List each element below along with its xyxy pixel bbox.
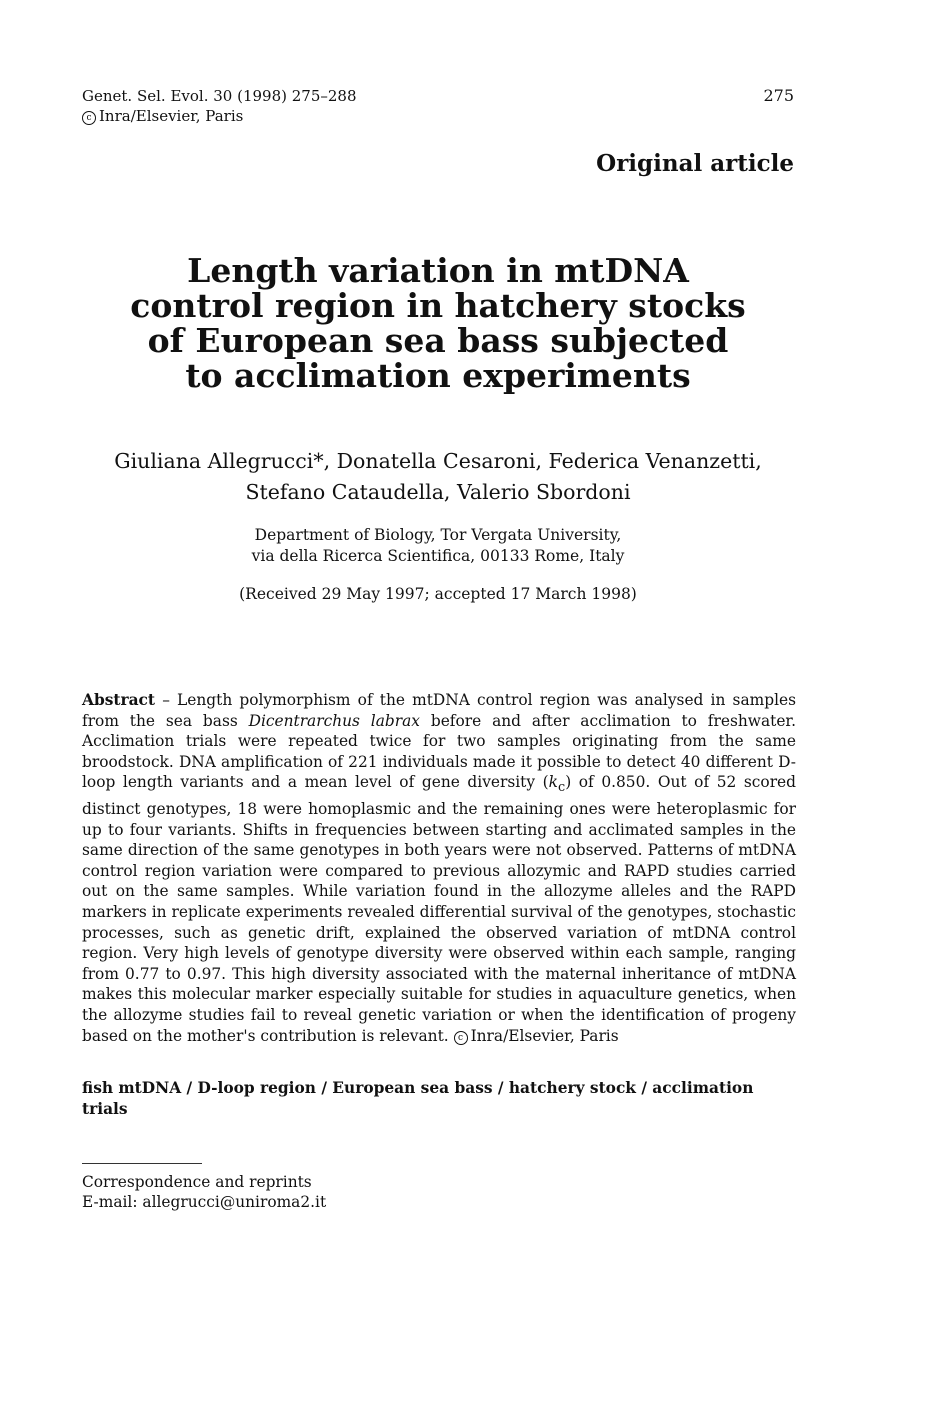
author-line: Giuliana Allegrucci*, Donatella Cesaroni, Federica Venanzetti, [114, 449, 762, 473]
copyright-icon: c [454, 1031, 468, 1045]
page-number: 275 [763, 86, 794, 105]
keywords: fish mtDNA / D-loop region / European sea bass / hatchery stock / acclimation trials [82, 1079, 754, 1118]
affiliation [82, 525, 794, 567]
diversity-subscript: c [558, 780, 566, 796]
title-line: of European sea bass subjected [147, 321, 729, 360]
footnote [82, 1172, 326, 1212]
abstract-label: Abstract [82, 691, 156, 709]
title-line: control region in hatchery stocks [130, 286, 746, 325]
abstract-text: ) of 0.850. Out of 52 scored distinct genotypes, 18 were homoplasmic and the remaining ones were heteroplasmic for up to four variants. Shifts in frequencies between starting and acclimated samples in the same direction of the same genotypes in both years were not observed. Patterns of mtDNA control region variation were compared to previous allozymic and RAPD studies carried out on the same samples. While variation found in the allozyme alleles and the RAPD markers in replicate experiments revealed differential survival of the genotypes, stochastic processes, such as genetic drift, explained the observed variation of mtDNA control region. Very high levels of genotype diversity were observed within each sample, ranging from 0.77 to 0.97. This high diversity associated with the maternal inheritance of mtDNA makes this molecular marker especially suitable for studies in aquaculture genetics, when the allozyme studies fail to reveal genetic variation or when the identification of progeny based on the mother's contribution is relevant. [82, 773, 797, 1045]
journal-citation: Genet. Sel. Evol. 30 (1998) 275–288 [82, 87, 357, 105]
abstract-copyright: Inra/Elsevier, Paris [470, 1026, 619, 1045]
copyright-icon: c [82, 111, 96, 125]
title-line: Length variation in mtDNA [187, 251, 689, 290]
paper-title [82, 253, 794, 393]
corresponding-email: E-mail: allegrucci@uniroma2.it [82, 1193, 327, 1211]
abstract-text: – Length polymorphism of the mtDNA control region was analysed in samples from the sea bass [82, 691, 796, 730]
received-dates: (Received 29 May 1997; accepted 17 March 1998) [239, 585, 637, 603]
diversity-symbol: k [548, 773, 558, 792]
author-list [82, 446, 794, 508]
species-name: Dicentrarchus labrax [248, 711, 420, 730]
affiliation-line: via della Ricerca Scientifica, 00133 Rome, Italy [251, 547, 625, 565]
copyright-line: c Inra/Elsevier, Paris [82, 106, 357, 126]
author-line: Stefano Cataudella, Valerio Sbordoni [245, 480, 631, 504]
abstract [82, 690, 796, 1046]
title-line: to acclimation experiments [185, 356, 691, 395]
abstract-text: before and after acclimation to freshwater. Acclimation trials were repeated twice for two samples originating from the same broodstock. DNA amplification of 221 individuals made it possible to detect 40 different D-loop length variants and a mean level of gene diversity ( [82, 711, 796, 792]
running-header [82, 86, 357, 126]
article-type: Original article [596, 150, 794, 177]
affiliation-line: Department of Biology, Tor Vergata University, [254, 526, 622, 544]
footnote-divider [82, 1163, 202, 1164]
footnote-line: Correspondence and reprints [82, 1173, 312, 1191]
